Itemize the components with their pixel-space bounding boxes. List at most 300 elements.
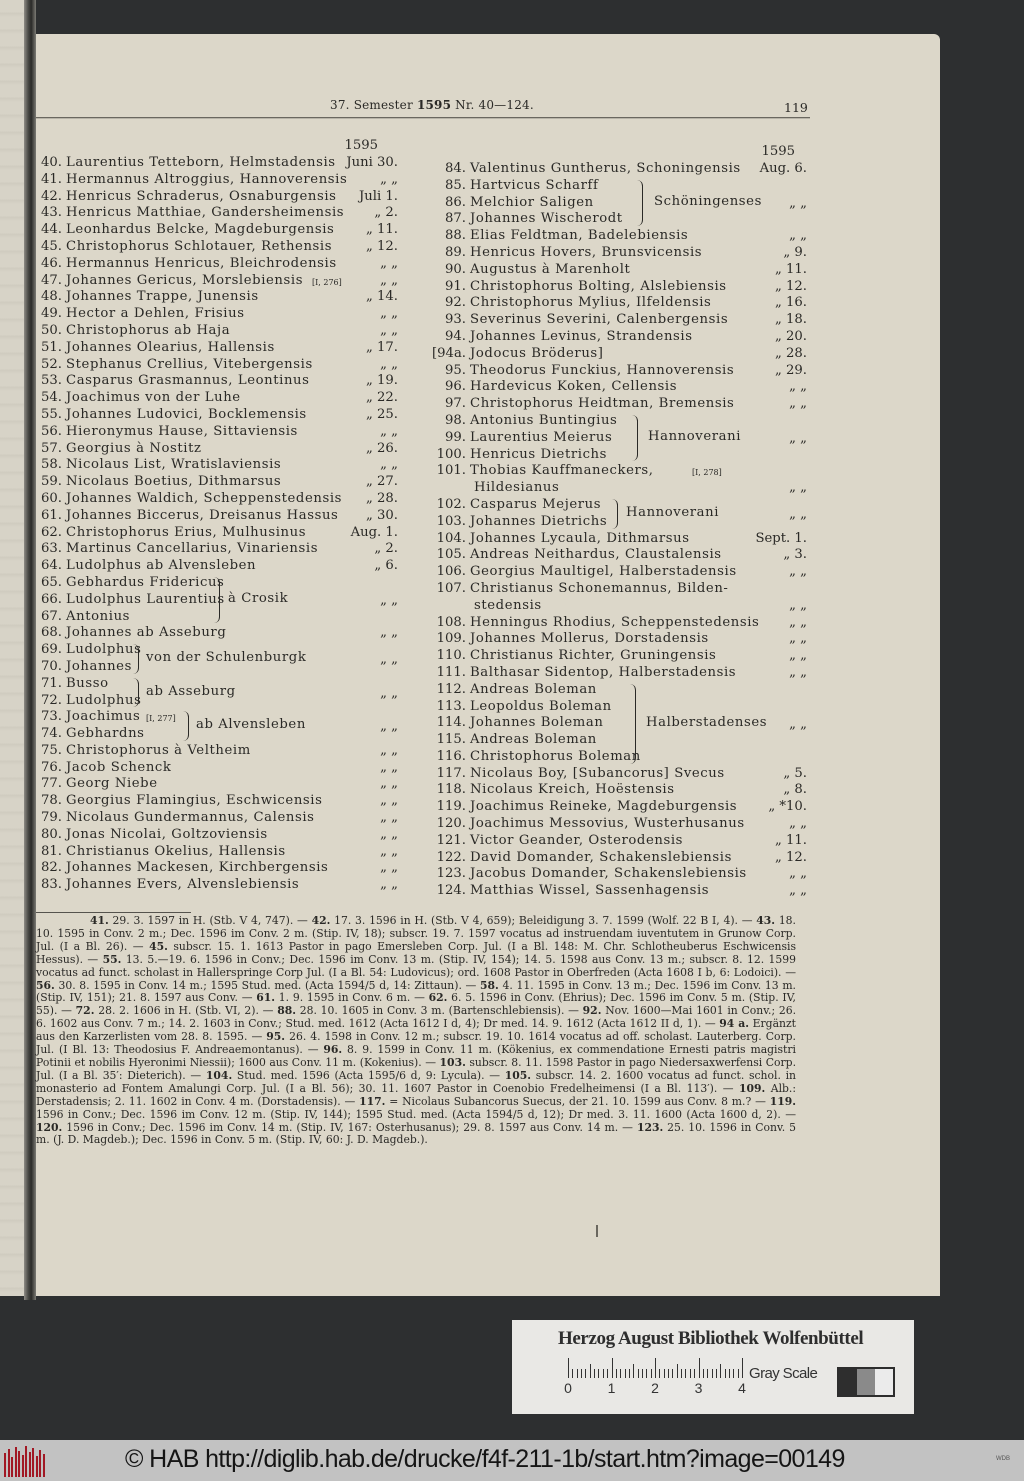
matriculation-entry [36, 222, 406, 239]
entry-number: 88. [445, 228, 466, 244]
student-name: Jacobus Domander, Schakenslebiensis [470, 866, 747, 882]
entry-number: 110. [436, 648, 466, 664]
footnote-number: 119. [769, 1094, 796, 1108]
student-name: Christophorus Bolting, Alslebiensis [470, 278, 727, 294]
enrollment-date: Aug. 1. [350, 524, 398, 540]
matriculation-entry [36, 239, 406, 256]
student-name: Johannes Lycaula, Dithmarsus [470, 530, 690, 546]
enrollment-date: „ „ [380, 423, 398, 439]
ruler-tick [725, 1369, 726, 1378]
student-name: Christophorus Schlotauer, Rethensis [66, 238, 333, 254]
ruler-label: 0 [564, 1380, 572, 1396]
student-name: Hector a Dehlen, Frisius [66, 306, 245, 322]
entry-number: 65. [41, 574, 62, 590]
group-origin-label: Hannoverani [648, 429, 742, 445]
footnote-number: 55. [102, 952, 122, 966]
matriculation-entry [36, 306, 406, 323]
footnote-number: 92. [582, 1004, 602, 1018]
matriculation-entry [432, 228, 807, 245]
ruler-tick [590, 1364, 591, 1378]
matriculation-entry [36, 827, 406, 844]
footnote-paragraph: 41. 29. 3. 1597 in H. (Stb. V 4, 747). — 42. 17. 3. 1596 in H. (Stb. V 4, 659); Beleidigung 3. 7. 1599 (Wolf. 22 B I, 4). — 43. 18. 10. 1595 in Conv. 2 m.; Dec. 1596 im Conv. 2 m. (Stip. IV, 18); subscr. 19. 7. 1597 vocatus ad instruendam iuventutem in Grunow Corp. Jul. (I a Bl. 26). — 45. subscr. 15. 1. 1613 Pastor in pago Emersleben Corp. Jul. (I a Bl. 148: M. Chr. Schlotheuberus Eschwicensis Hessus). — 55. 13. 5.—19. 6. 1596 in Conv.; Dec. 1596 im Conv. 13 m. (Stip. IV, 154); 14. 5. 1598 aus Conv. 13 m.; subscr. 8. 12. 1599 vocatus ad funct. scholast in Hallerspringe Corp Jul. (I a Bl. 54: Ludovicus); ord. 1608 Pastor in Oberfreden (Acta 1608 I b, 6: Lodoici). — 56. 30. 8. 1595 in Conv. 14 m.; 1595 Stud. med. (Acta 1594/5 d, 14: Zittaun). — 58. 4. 11. 1595 in Conv. 13 m.; Dec. 1596 im Conv. 13 m. (Stip. IV, 151); 21. 8. 1597 aus Conv. — 61. 1. 9. 1595 in Conv. 6 m. — 62. 6. 5. 1596 in Conv. (Ehrius); Dec. 1596 im Conv. 5 m. (Stip. IV, 55). — 72. 28. 2. 1606 in H. (Stb. VI, 2). — 88. 28. 10. 1605 in Conv. 3 m. (Bartenschlebiensis). — 92. Nov. 1600—Mai 1601 in Conv.; 26. 6. 1602 aus Conv. 7 m.; 14. 2. 1603 in Conv.; Stud. med. 1612 (Acta 1612 I d, 4); Dr med. 14. 9. 1612 (Acta 1612 II d, 1). — 94 a. Ergänzt aus den Karzerlisten vom 28. 8. 1595. — 95. 26. 4. 1598 in Conv. 12 m.; subscr. 19. 10. 1614 vocatus ad off. scholast. Lauterberg. Corp. Jul. (I Bl. 13: Theodosius F. Andreaemontanus). — 96. 8. 9. 1599 in Conv. 11 m. (Kökenius, ex commendatione Ernesti patris magistri Potinii et nobilis Hyeronimi Niessii); 1600 aus Conv. 11 m. (Kokenius). — 103. subscr. 8. 11. 1598 Pastor in pago Niedersaxwerfensi Corp. Jul. (I a Bl. 35′: Dieterich). — 104. Stud. med. 1596 (Acta 1595/6 d, 9: Lycula). — 105. subscr. 14. 2. 1600 vocatus ad funct. schol. in monasterio ad Fontem Amalungi Corp. Jul. (I a Bl. 56); 30. 11. 1607 Pastor in Coenobio Fredelheimensi (I a Bl. 113′). — 109. Alb.: Derstadensis; 2. 11. 1602 in Conv. 4 m. (Dorstadensis). — 117. = Nicolaus Subancorus Suecus, der 21. 10. 1599 aus Conv. 8 m.? — 119. 1596 in Conv.; Dec. 1596 im Conv. 12 m. (Stip. IV, 144); 1595 Stud. med. (Acta 1594/5 d, 12); Dr med. 3. 11. 1600 (Acta 1600 d, 2). — 120. 1596 in Conv.; Dec. 1596 im Conv. 14 m. (Stip. IV, 167: Osterhusanus); 29. 8. 1597 aus Conv. 14 m. — 123. 25. 10. 1596 in Conv. 5 m. (J. D. Magdeb.); Dec. 1596 in Conv. 5 m. (Stip. IV, 60: J. D. Magdeb.). [36, 914, 797, 1147]
student-name: Casparus Mejerus [470, 496, 602, 512]
student-name: Andreas Neithardus, Claustalensis [470, 547, 722, 563]
student-name: Nicolaus List, Wratislaviensis [66, 457, 282, 473]
entry-number: 119. [436, 799, 466, 815]
header-rule [36, 117, 810, 119]
enrollment-date: „ „ [380, 860, 398, 876]
entry-number: 115. [436, 732, 466, 748]
entry-number: 89. [445, 244, 466, 260]
student-name: Gebhardns [66, 726, 145, 742]
matriculation-entry [432, 346, 807, 363]
left-column [36, 138, 406, 894]
student-name: Johannes Olearius, Hallensis [66, 339, 275, 355]
entry-number: 72. [41, 692, 62, 708]
student-name: Augustus à Marenholt [470, 261, 631, 277]
brace [630, 684, 636, 764]
footnote-number: 103. [439, 1055, 466, 1069]
student-name: Severinus Severini, Calenbergensis [470, 312, 729, 328]
matriculation-entry [432, 732, 807, 749]
group-schoningenses [432, 178, 807, 228]
matriculation-entry [36, 793, 406, 810]
student-name: Johannes Mackesen, Kirchbergensis [66, 860, 329, 876]
entry-number: 102. [436, 496, 466, 512]
enrollment-date: „ 2. [374, 541, 398, 557]
matriculation-entry [432, 766, 807, 783]
matriculation-entry [432, 631, 807, 648]
entry-number: 50. [41, 322, 62, 338]
footnote-number: 61. [256, 991, 276, 1005]
enrollment-date: „ 8. [783, 782, 807, 798]
student-name: Joachimus von der Luhe [66, 390, 241, 406]
footnote-number: 105. [504, 1068, 532, 1082]
ruler-tick [572, 1369, 573, 1378]
entry-number: 52. [41, 356, 62, 372]
matriculation-entry [36, 776, 406, 793]
student-name: Andreas Boleman [470, 732, 597, 748]
matriculation-entry [432, 430, 807, 447]
enrollment-date: „ 11. [775, 261, 807, 277]
ruler-tick [612, 1358, 613, 1378]
right-column [432, 144, 807, 900]
student-name: Christianus Okelius, Hallensis [66, 843, 286, 859]
enrollment-date: „ 6. [374, 558, 398, 574]
matriculation-entry [432, 564, 807, 581]
entry-number: 85. [445, 177, 466, 193]
enrollment-date: „ „ [789, 480, 807, 496]
student-name: Antonius Buntingius [470, 412, 618, 428]
entry-number: 80. [41, 826, 62, 842]
enrollment-date: „ „ [789, 379, 807, 395]
student-name-continued: Hildesianus [474, 480, 560, 496]
entry-number: 83. [41, 877, 62, 893]
year-heading: 1595 [344, 138, 378, 153]
matriculation-entry [432, 447, 807, 464]
enrollment-date: „ 12. [775, 278, 807, 294]
matriculation-entry [432, 279, 807, 296]
student-name: Valentinus Guntherus, Schoningensis [470, 161, 741, 176]
matriculation-entry [36, 609, 406, 626]
ruler-tick [664, 1369, 665, 1378]
ruler-tick [638, 1369, 639, 1378]
entry-number: 111. [436, 664, 466, 680]
ruler-tick [707, 1369, 708, 1378]
entry-number: 99. [445, 429, 466, 445]
footnote-number: 94 a. [719, 1017, 750, 1031]
enrollment-date: „ „ [789, 564, 807, 580]
matriculation-entry [36, 256, 406, 273]
entry-number: 93. [445, 312, 466, 328]
matriculation-entry [36, 357, 406, 374]
entry-number: 74. [41, 726, 62, 742]
student-name: Henricus Matthiae, Gandersheimensis [66, 205, 345, 221]
entry-number: 77. [41, 776, 62, 792]
matriculation-entry [432, 245, 807, 262]
enrollment-date: „ „ [380, 826, 398, 842]
matriculation-entry [432, 665, 807, 682]
enrollment-date: „ 12. [775, 849, 807, 865]
matriculation-entry [36, 508, 406, 525]
student-name: Leopoldus Boleman [470, 698, 612, 714]
matriculation-entry [432, 497, 807, 514]
ruler-tick [616, 1369, 617, 1378]
student-name: Johannes Mollerus, Dorstadensis [470, 631, 709, 647]
brace [632, 415, 638, 461]
student-name: Georgius Flamingius, Eschwicensis [66, 793, 323, 809]
enrollment-date: „ 5. [783, 765, 807, 781]
entry-number: 45. [41, 238, 62, 254]
entry-number: 41. [41, 171, 62, 187]
student-name: Ludolphus [66, 692, 142, 708]
entry-number: 46. [41, 255, 62, 271]
entry-number: 49. [41, 306, 62, 322]
entry-number: 107. [436, 580, 466, 596]
ruler-tick [568, 1358, 569, 1378]
entry-number: 61. [41, 507, 62, 523]
student-name: Jonas Nicolai, Goltzoviensis [66, 826, 268, 842]
brace [214, 577, 220, 623]
matriculation-entry [36, 457, 406, 474]
student-name: Joachimus Messovius, Wusterhusanus [470, 816, 745, 832]
page-number: 119 [784, 100, 808, 115]
enrollment-date: „ 22. [366, 390, 398, 406]
entry-number: 75. [41, 742, 62, 758]
running-head-title: 37. Semester 1595 Nr. 40—124. [330, 98, 534, 112]
enrollment-date: „ „ [789, 614, 807, 630]
entry-number: 48. [41, 289, 62, 305]
student-name: Henricus Dietrichs [470, 446, 608, 462]
hab-logo-icon [4, 1445, 46, 1477]
enrollment-date: „ „ [380, 651, 398, 667]
student-name: Hartvicus Scharff [470, 177, 599, 193]
matriculation-entry [36, 760, 406, 777]
enrollment-date: „ 20. [775, 328, 807, 344]
matriculation-entry [36, 844, 406, 861]
enrollment-date: „ „ [789, 866, 807, 882]
student-name: Christophorus Boleman [470, 748, 641, 764]
ruler-tick [594, 1369, 595, 1378]
student-name: Joachimus [66, 709, 141, 725]
student-name: Johannes Biccerus, Dreisanus Hassus [66, 507, 339, 523]
enrollment-date: „ 12. [366, 238, 398, 254]
entry-number: 73. [41, 709, 62, 725]
enrollment-date: „ 27. [366, 474, 398, 490]
footnote-number: 45. [149, 939, 168, 953]
entry-number: 53. [41, 373, 62, 389]
entry-number: 105. [436, 547, 466, 563]
entry-number: 118. [436, 782, 466, 798]
matriculation-entry [36, 558, 406, 575]
enrollment-date: „ „ [380, 685, 398, 701]
matriculation-entry [432, 648, 807, 665]
matriculation-entry [36, 172, 406, 189]
student-name: Balthasar Sidentop, Halberstadensis [470, 664, 737, 680]
matriculation-entry [432, 850, 807, 867]
student-name: Joachimus Reineke, Magdeburgensis [470, 799, 738, 815]
student-name: Christianus Richter, Gruningensis [470, 648, 717, 664]
student-name: Ludolphus [66, 642, 142, 658]
enrollment-date: „ 29. [775, 362, 807, 378]
entry-number: 95. [445, 362, 466, 378]
matriculation-entry [432, 363, 807, 380]
enrollment-date: „ 25. [366, 406, 398, 422]
student-name: Christianus Schonemannus, Bilden- [470, 580, 729, 596]
entry-number: 112. [436, 681, 466, 697]
student-name: Henricus Hovers, Brunsvicensis [470, 244, 703, 260]
enrollment-date: Juli 1. [359, 188, 398, 204]
student-name: Ludolphus ab Alvensleben [66, 558, 257, 574]
brace [183, 711, 189, 741]
student-name: Busso [66, 675, 109, 691]
entry-number: 57. [41, 440, 62, 456]
enrollment-date: „ „ [789, 431, 807, 447]
entry-number: 124. [436, 883, 466, 899]
group-crosik [36, 575, 406, 625]
enrollment-date: „ „ [380, 457, 398, 473]
enrollment-date: „ 17. [366, 339, 398, 355]
student-name: Henningus Rhodius, Scheppenstedensis [470, 614, 760, 630]
student-name: Laurentius Tetteborn, Helmstadensis [66, 155, 336, 170]
enrollment-date: „ „ [789, 816, 807, 832]
matriculation-entry [432, 329, 807, 346]
entry-number: 51. [41, 339, 62, 355]
ruler-tick [703, 1369, 704, 1378]
entry-number: 59. [41, 474, 62, 490]
student-name: Jacob Schenck [66, 759, 172, 775]
enrollment-date: „ „ [789, 195, 807, 211]
matriculation-entry [432, 883, 807, 900]
enrollment-date: „ „ [380, 877, 398, 893]
footnote-number: 72. [75, 1004, 95, 1018]
ruler-tick [651, 1369, 652, 1378]
ruler-tick [699, 1358, 700, 1378]
group-schulenburgk [36, 642, 406, 676]
ruler-tick [585, 1369, 586, 1378]
ruler-tick [603, 1369, 604, 1378]
ruler-tick [646, 1369, 647, 1378]
enrollment-date: „ „ [789, 396, 807, 412]
entry-number: 79. [41, 810, 62, 826]
matriculation-entry [432, 396, 807, 413]
student-name: Johannes Waldich, Scheppenstedensis [66, 490, 343, 506]
enrollment-date: „ „ [380, 742, 398, 758]
ruler-tick [677, 1364, 678, 1378]
student-name: Johannes Levinus, Strandensis [470, 328, 693, 344]
enrollment-date: „ „ [380, 719, 398, 735]
student-name: Christophorus Heidtman, Bremensis [470, 396, 735, 412]
entry-number: 43. [41, 205, 62, 221]
matriculation-entry [432, 295, 807, 312]
entry-number: 62. [41, 524, 62, 540]
gray-scale-label: Gray Scale [749, 1365, 818, 1382]
entry-number: 84. [445, 161, 466, 176]
entry-number: 94. [445, 328, 466, 344]
student-name: Johannes Ludovici, Bocklemensis [66, 406, 307, 422]
enrollment-date: „ „ [380, 356, 398, 372]
group-origin-label: ab Asseburg [146, 683, 236, 699]
entry-number: 64. [41, 558, 62, 574]
group-hannoverani [432, 497, 807, 531]
student-name: Hardevicus Koken, Cellensis [470, 379, 678, 395]
entry-number: 60. [41, 490, 62, 506]
matriculation-entry [432, 833, 807, 850]
matriculation-entry [36, 474, 406, 491]
matriculation-entry [36, 205, 406, 222]
student-name: Martinus Cancellarius, Vinariensis [66, 541, 319, 557]
student-name: Leonhardus Belcke, Magdeburgensis [66, 222, 335, 238]
footnote-number: 95. [266, 1030, 286, 1044]
library-name: Herzog August Bibliothek Wolfenbüttel [558, 1328, 864, 1349]
student-name: Theodorus Funckius, Hannoverensis [470, 362, 735, 378]
ruler-tick [668, 1369, 669, 1378]
footer-bar [0, 1440, 1024, 1481]
entry-number: 81. [41, 843, 62, 859]
year-heading: 1595 [761, 144, 795, 159]
matriculation-entry [432, 262, 807, 279]
matriculation-entry [432, 866, 807, 883]
ruler-tick [629, 1369, 630, 1378]
matriculation-entry [432, 531, 807, 548]
enrollment-date: „ „ [380, 272, 398, 288]
footnotes [36, 915, 796, 1147]
matriculation-entry [36, 525, 406, 542]
entry-number: 103. [436, 513, 466, 529]
enrollment-date: „ „ [380, 793, 398, 809]
brace [133, 644, 139, 674]
student-name: Hermannus Henricus, Bleichrodensis [66, 255, 337, 271]
student-name: Casparus Grasmannus, Leontinus [66, 373, 310, 389]
group-origin-label: Hannoverani [626, 504, 720, 520]
volume-reference: [I, 277] [146, 714, 176, 724]
enrollment-date: „ 9. [783, 244, 807, 260]
entry-number: 92. [445, 295, 466, 311]
entry-number: 113. [436, 698, 466, 714]
ruler-tick [577, 1369, 578, 1378]
student-name: Johannes Dietrichs [470, 513, 608, 529]
student-name: Matthias Wissel, Sassenhagensis [470, 883, 710, 899]
entry-number: 78. [41, 793, 62, 809]
entry-number: 47. [41, 272, 62, 288]
student-name: Henricus Schraderus, Osnaburgensis [66, 188, 337, 204]
matriculation-entry [36, 323, 406, 340]
matriculation-entry [36, 441, 406, 458]
group-origin-label: von der Schulenburgk [146, 649, 307, 665]
enrollment-date: „ „ [380, 759, 398, 775]
entry-number: 69. [41, 642, 62, 658]
entry-number: 55. [41, 406, 62, 422]
matriculation-entry [432, 463, 807, 480]
student-name: Johannes Boleman [470, 715, 604, 731]
copyright-link[interactable]: © HAB http://diglib.hab.de/drucke/f4f-211-1b/start.htm?image=00149 [125, 1445, 845, 1473]
matriculation-entry [432, 699, 807, 716]
ruler-tick [738, 1369, 739, 1378]
entry-number: 106. [436, 564, 466, 580]
enrollment-date: „ 16. [775, 295, 807, 311]
measurement-ruler [564, 1358, 748, 1398]
entry-number: 67. [41, 608, 62, 624]
enrollment-date: „ „ [380, 322, 398, 338]
enrollment-date: „ 28. [775, 345, 807, 361]
student-name: Georgius Maultigel, Halberstadensis [470, 564, 737, 580]
ruler-tick [742, 1358, 743, 1378]
ruler-tick [672, 1369, 673, 1378]
gray-patch [839, 1369, 857, 1395]
matriculation-entry [36, 860, 406, 877]
entry-number: 122. [436, 849, 466, 865]
enrollment-date: „ „ [789, 506, 807, 522]
footnote-number: 88. [277, 1004, 296, 1018]
footnote-number: 62. [428, 991, 448, 1005]
entry-number: [94a. [432, 345, 466, 361]
entry-number: 68. [41, 625, 62, 641]
entry-number: 54. [41, 390, 62, 406]
enrollment-date: Juni 30. [346, 155, 398, 170]
entry-number: 108. [436, 614, 466, 630]
entry-number: 100. [436, 446, 466, 462]
ruler-tick [716, 1369, 717, 1378]
entry-number: 104. [436, 530, 466, 546]
entry-number: 56. [41, 423, 62, 439]
footnote-rule [36, 912, 191, 913]
footnote-number: 123. [636, 1120, 664, 1134]
student-name: Johannes ab Asseburg [66, 625, 227, 641]
ruler-tick [694, 1369, 695, 1378]
matriculation-entry [36, 491, 406, 508]
matriculation-entry [36, 810, 406, 827]
student-name: Antonius [66, 608, 131, 624]
matriculation-entry [432, 514, 807, 531]
ruler-label: 2 [651, 1380, 659, 1396]
matriculation-entry [432, 161, 807, 178]
enrollment-date: Aug. 6. [759, 161, 807, 176]
enrollment-date: „ „ [789, 228, 807, 244]
ruler-tick [720, 1364, 721, 1378]
student-name: Christophorus à Veltheim [66, 742, 251, 758]
student-name: Nicolaus Kreich, Hoëstensis [470, 782, 675, 798]
entry-number: 86. [445, 194, 466, 210]
student-name: Stephanus Crellius, Vitebergensis [66, 356, 313, 372]
enrollment-date: „ „ [380, 625, 398, 641]
enrollment-date: „ „ [380, 810, 398, 826]
entry-number: 91. [445, 278, 466, 294]
footnote-number: 104. [205, 1068, 233, 1082]
entry-number: 66. [41, 591, 62, 607]
brace [637, 180, 643, 226]
entry-number: 63. [41, 541, 62, 557]
matriculation-entry [36, 273, 406, 290]
